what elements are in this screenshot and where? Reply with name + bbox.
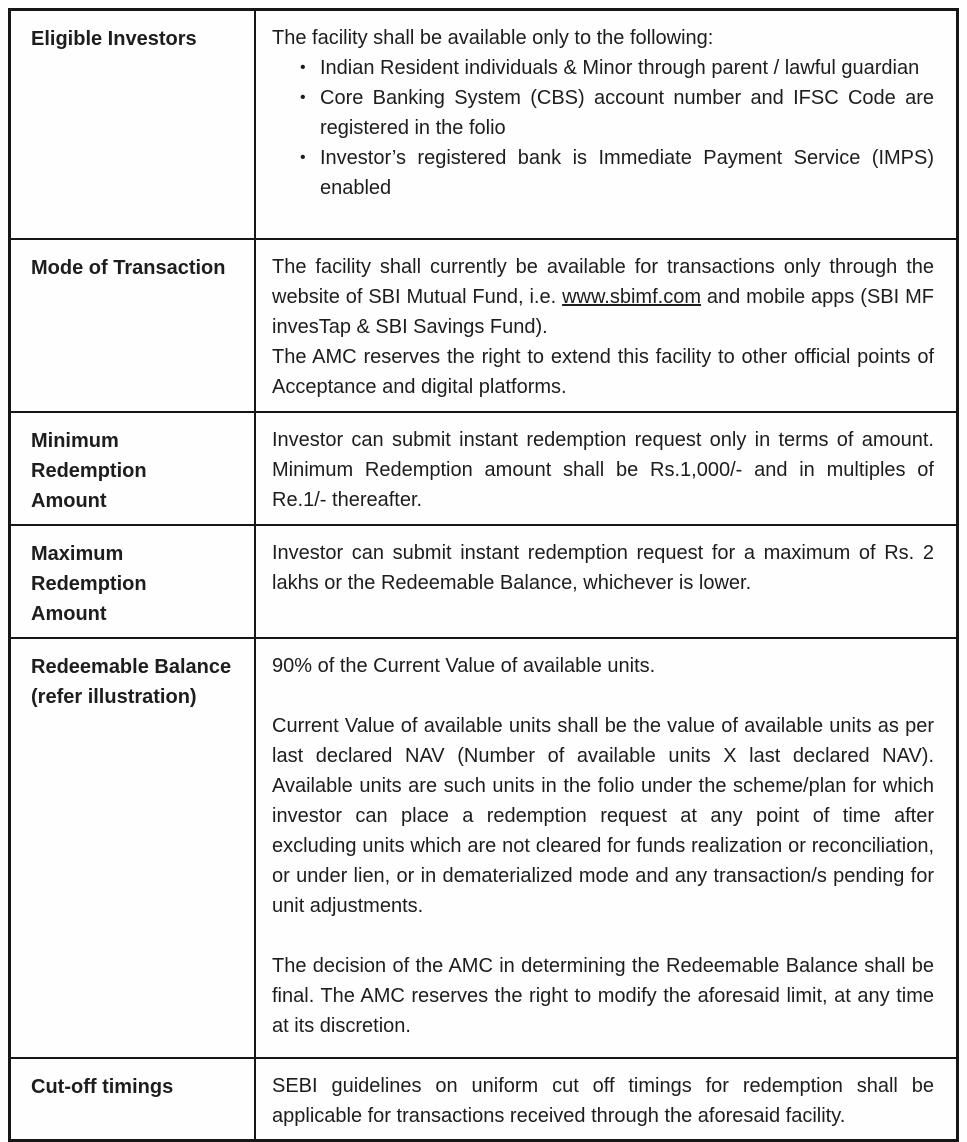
row-label-redeemable-balance (11, 639, 256, 1057)
row-content-redeemable-balance (256, 639, 956, 1057)
bullet-text: Indian Resident individuals & Minor through parent / lawful guardian (320, 57, 920, 79)
row-content-eligible-investors (256, 11, 956, 238)
label-line: Redemption (31, 460, 147, 482)
row-content-minimum-redemption-amount (256, 413, 956, 524)
bullet-item (298, 53, 934, 83)
minimum-redemption-paragraph: Investor can submit instant redemption request only in terms of amount. Minimum Redemption amount shall be Rs.1,000/- and in multiples of Re.1/- thereafter. (272, 429, 934, 511)
bullet-item (298, 83, 934, 143)
bullet-icon: • (300, 59, 306, 76)
bullet-text: Core Banking System (CBS) account number and IFSC Code are registered in the folio (320, 87, 934, 139)
row-content-cut-off-timings (256, 1059, 956, 1139)
eligible-investors-intro: The facility shall be available only to the following: (272, 27, 714, 49)
label-line: Redeemable Balance (31, 656, 232, 678)
table-row-eligible-investors (11, 11, 956, 238)
table-row-minimum-redemption-amount (11, 411, 956, 524)
row-label-mode-of-transaction (11, 240, 256, 411)
bullet-icon: • (300, 89, 306, 106)
redeemable-balance-paragraph-3: The decision of the AMC in determining the Redeemable Balance shall be final. The AMC reserves the right to modify the aforesaid limit, at any time at its discretion. (272, 955, 934, 1037)
row-label-cut-off-timings (11, 1059, 256, 1139)
cut-off-timings-paragraph: SEBI guidelines on uniform cut off timings for redemption shall be applicable for transactions received through the aforesaid facility. (272, 1075, 934, 1127)
row-label-maximum-redemption-amount (11, 526, 256, 637)
label-line: Mode of Transaction (31, 257, 226, 279)
label-line: Cut-off timings (31, 1076, 174, 1098)
label-line: Amount (31, 603, 107, 625)
mode-paragraph-2: The AMC reserves the right to extend this facility to other official points of Acceptance and digital platforms. (272, 346, 934, 398)
label-line: Eligible Investors (31, 28, 197, 50)
label-line: Redemption (31, 573, 147, 595)
row-content-mode-of-transaction (256, 240, 956, 411)
sbimf-url-link[interactable]: www.sbimf.com (562, 286, 701, 308)
paragraph-text: The facility shall currently be available for transactions only through the website of SBI Mutual Fund, i.e. (272, 256, 934, 308)
row-content-maximum-redemption-amount (256, 526, 956, 637)
table-row-cut-off-timings (11, 1057, 956, 1139)
bullet-item (298, 143, 934, 203)
label-line: Maximum (31, 543, 124, 565)
maximum-redemption-paragraph: Investor can submit instant redemption request for a maximum of Rs. 2 lakhs or the Redeemable Balance, whichever is lower. (272, 542, 934, 594)
redeemable-balance-paragraph-2: Current Value of available units shall be the value of available units as per last declared NAV (Number of available units X last declared NAV). Available units are such units in the folio under the scheme/plan for which investor can place a redemption request at any point of time after excluding units which are not cleared for funds realization or reconciliation, or under lien, or in dematerialized mode and any transaction/s pending for unit adjustments. (272, 715, 934, 917)
redeemable-balance-paragraph-1: 90% of the Current Value of available units. (272, 655, 656, 677)
table-row-maximum-redemption-amount (11, 524, 956, 637)
eligible-investors-bullet-list (272, 53, 934, 203)
label-line: (refer illustration) (31, 686, 197, 708)
row-label-eligible-investors (11, 11, 256, 238)
table-row-redeemable-balance (11, 637, 956, 1057)
label-line: Amount (31, 490, 107, 512)
redemption-facility-table (8, 8, 959, 1142)
row-label-minimum-redemption-amount (11, 413, 256, 524)
bullet-icon: • (300, 149, 306, 166)
bullet-text: Investor’s registered bank is Immediate Payment Service (IMPS) enabled (320, 147, 934, 199)
paragraph-text: and mobile apps (SBI MF invesTap & SBI Savings Fund). (272, 286, 934, 338)
table-row-mode-of-transaction (11, 238, 956, 411)
mode-paragraph-1 (272, 252, 934, 342)
label-line: Minimum (31, 430, 119, 452)
